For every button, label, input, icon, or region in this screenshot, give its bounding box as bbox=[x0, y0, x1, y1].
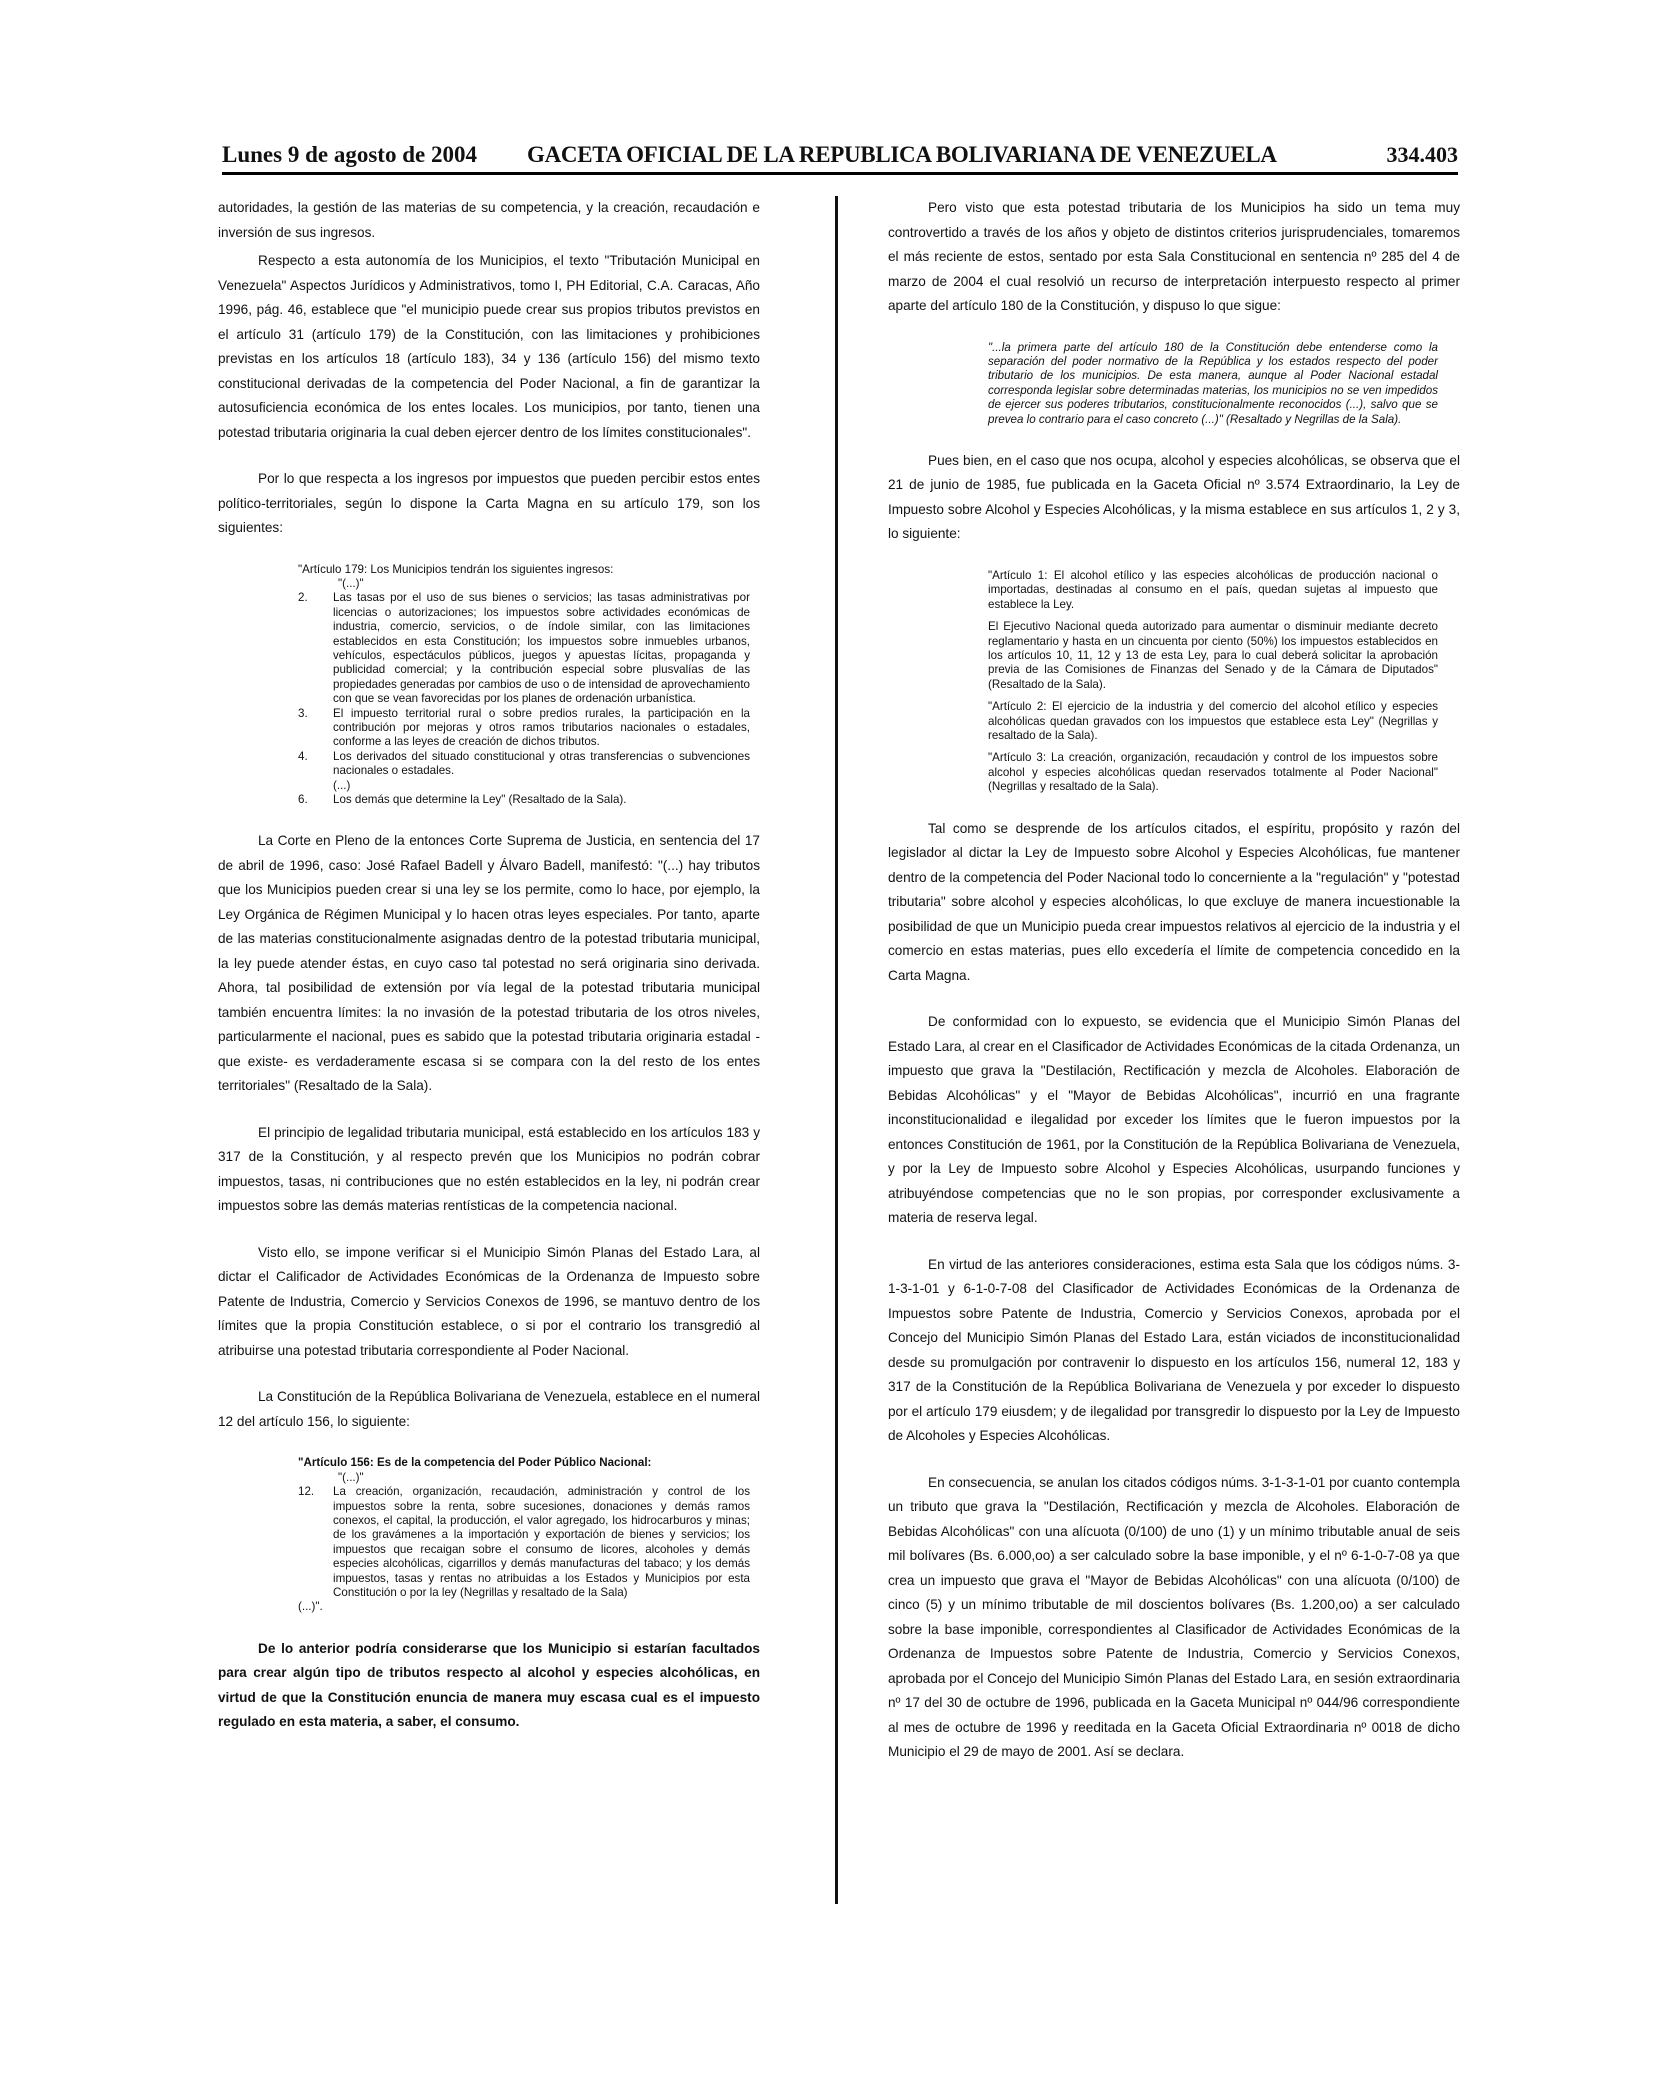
quote-179-title: "Artículo 179: Los Municipios tendrán los siguientes ingresos: bbox=[298, 562, 614, 576]
right-paragraph-4: De conformidad con lo expuesto, se evidencia que el Municipio Simón Planas del Estado Lara, al crear en el Clasificador de Actividades Económicas de la citada Ordenanza, un impuesto que grava la "Destilación, Rectificación y mezcla de Alcoholes. Elaboración de Bebidas Alcohólicas" y el "Mayor de Bebidas Alcohólicas", incurrió en una fragrante inconstitucionalidad e ilegalidad por exceder los límites que le fueron impuestos por la entonces Constitución de 1961, por la Constitución de la República Bolivariana de Venezuela, y por la Ley de Impuesto sobre Alcohol y Especies Alcohólicas, usurpando funciones y atribuyéndose competencias que no le son propias, por corresponder exclusivamente a materia de reserva legal. bbox=[888, 1014, 1460, 1226]
quote-156-end: (...)". bbox=[298, 1600, 323, 1614]
quote-article-3: "Artículo 3: La creación, organización, recaudación y control de los impuestos sobre alcohol y especies alcohólicas quedan reservados totalmente al Poder Nacional" (Negrillas y resaltado de la Sala). bbox=[988, 751, 1438, 794]
header-date: Lunes 9 de agosto de 2004 bbox=[222, 142, 477, 167]
header-page-number: 334.403 bbox=[1386, 142, 1458, 167]
left-column bbox=[218, 196, 760, 1735]
left-paragraph-1: autoridades, la gestión de las materias de su competencia, y la creación, recaudación e inversión de sus ingresos. bbox=[218, 200, 760, 240]
left-paragraph-6: Visto ello, se impone verificar si el Municipio Simón Planas del Estado Lara, al dictar el Calificador de Actividades Económicas de la Ordenanza de Impuesto sobre Patente de Industria, Comercio y Servicios Conexos de 1996, se mantuvo dentro de los límites que la propia Constitución establece, o si por el contrario los transgredió al atribuirse una potestad tributaria correspondiente al Poder Nacional. bbox=[218, 1244, 760, 1358]
left-paragraph-8: De lo anterior podría considerarse que los Municipio si estarían facultados para crear algún tipo de tributos respecto al alcohol y especies alcohólicas, en virtud de que la Constitución enuncia de manera muy escasa cual es el impuesto regulado en esta materia, a saber, el consumo. bbox=[218, 1640, 760, 1730]
page-header bbox=[222, 142, 1458, 172]
quote-sentencia-285 bbox=[988, 341, 1438, 427]
left-paragraph-4: La Corte en Pleno de la entonces Corte Suprema de Justicia, en sentencia del 17 de abril de 1996, caso: José Rafael Badell y Álvaro Badell, manifestó: "(...) hay tributos que los Municipios pueden crear si una ley se los permite, como lo hace, por ejemplo, la Ley Orgánica de Régimen Municipal y lo hacen otras leyes especiales. Por tanto, aparte de las materias constitucionalmente asignadas dentro de la potestad tributaria municipal, la ley puede atender éstas, en cuyo caso tal potestad no será originaria sino derivada. Ahora, tal posibilidad de extensión por vía legal de la potestad tributaria municipal también encuentra límites: la no invasión de la potestad tributaria de los otros niveles, particularmente el nacional, pues es sabido que la potestad tributaria originaria estadal -que existe- es verdaderamente escasa si se compara con la del resto de los entes territoriales" (Resaltado de la Sala). bbox=[218, 833, 760, 1094]
left-paragraph-7: La Constitución de la República Bolivariana de Venezuela, establece en el numeral 12 del artículo 156, lo siguiente: bbox=[218, 1389, 760, 1429]
right-paragraph-6: En consecuencia, se anulan los citados códigos núms. 3-1-3-1-01 por cuanto contempla un tributo que grava la "Destilación, Rectificación y mezcla de Alcoholes. Elaboración de Bebidas Alcohólicas" con una alícuota (0/100) de uno (1) y un mínimo tributable anual de seis mil bolívares (Bs. 6.000,oo) a ser calculado sobre la base imponible, y el nº 6-1-0-7-08 ya que crea un impuesto que grava el "Mayor de Bebidas Alcohólicas" con una alícuota (0/100) de cinco (5) y un mínimo tributable de mil doscientos bolívares (Bs. 1.200,oo) a ser calculado sobre la base imponible, correspondientes al Clasificador de Actividades Económicas de la Ordenanza de Impuestos sobre Patente de Industria, Comercio y Servicios Conexos, aprobada por el Concejo del Municipio Simón Planas del Estado Lara, en sesión extraordinaria nº 17 del 30 de octubre de 1996, publicada en la Gaceta Municipal nº 044/96 correspondiente al mes de octubre de 1996 y reeditada en la Gaceta Oficial Extraordinaria nº 0018 de dicho Municipio el 29 de mayo de 2001. Así se declara. bbox=[888, 1474, 1460, 1760]
right-column bbox=[888, 196, 1460, 1765]
right-paragraph-3: Tal como se desprende de los artículos citados, el espíritu, propósito y razón del legislador al dictar la Ley de Impuesto sobre Alcohol y Especies Alcohólicas, fue mantener dentro de la competencia del Poder Nacional todo lo concerniente a la "regulación" y "potestad tributaria" sobre alcohol y especies alcohólicas, lo que excluye de manera incuestionable la posibilidad de que un Municipio pueda crear impuestos relativos al ejercicio de la industria y el comercio en estas materias, pues ello excedería el límite de competencia concedido en la Carta Magna. bbox=[888, 820, 1460, 983]
quote-article-1-paragraph: El Ejecutivo Nacional queda autorizado para aumentar o disminuir mediante decreto reglamentario y hasta en un cincuenta por ciento (50%) los impuestos establecidos en los artículos 10, 11, 12 y 13 de esta Ley, para lo cual deberá solicitar la aprobación previa de las Comisiones de Finanzas del Senado y de la Cámara de Diputados" (Resaltado de la Sala). bbox=[988, 620, 1438, 691]
left-paragraph-2: Respecto a esta autonomía de los Municipios, el texto "Tributación Municipal en Venezuela" Aspectos Jurídicos y Administrativos, tomo I, PH Editorial, C.A. Caracas, Año 1996, pág. 46, establece que "el municipio puede crear sus propios tributos previstos en el artículo 31 (artículo 179) de la Constitución, con las limitaciones y prohibiciones previstas en los artículos 18 (artículo 183), 34 y 136 (artículo 156) del mismo texto constitucional derivadas de la competencia del Poder Nacional, a fin de garantizar la autosuficiencia económica de los entes locales. Los municipios, por tanto, tienen una potestad tributaria originaria la cual deben ejercer dentro de los límites constitucionales". bbox=[218, 253, 760, 440]
column-divider bbox=[835, 196, 838, 1904]
list-item: 4. Los derivados del situado constitucional y otras transferencias o subvenciones nacionales o estadales. bbox=[298, 749, 750, 778]
quote-156-title: "Artículo 156: Es de la competencia del Poder Público Nacional: bbox=[298, 1456, 652, 1470]
quote-article-156 bbox=[298, 1456, 750, 1614]
quote-285-text: "...la primera parte del artículo 180 de la Constitución debe entenderse como la separación del poder normativo de la República y los estados respecto del poder tributario de los municipios. De esta manera, aunque al Poder Nacional estadal corresponda legislar sobre determinadas materias, los municipios no se ven impedidos de ejercer sus poderes tributarios, constitucionalmente reconocidos (...), salvo que se prevea lo contrario para el caso concreto (...)" (Resaltado y Negrillas de la Sala). bbox=[988, 340, 1438, 426]
quote-156-ellipsis: "(...)" bbox=[338, 1470, 364, 1484]
list-item: 2. Las tasas por el uso de sus bienes o servicios; las tasas administrativas por licencias o autorizaciones; los impuestos sobre actividades económicas de industria, comercio, servicios, o de índole similar, con las limitaciones establecidos en esta Constitución; los impuestos sobre inmuebles urbanos, vehículos, espectáculos públicos, juegos y apuestas lícitas, propaganda y publicidad comercial; y la contribución especial sobre plusvalías de las propiedades generadas por cambios de uso o de intensidad de aprovechamiento con que se vean favorecidas por los planes de ordenación urbanística. bbox=[298, 591, 750, 706]
quote-ley-alcohol bbox=[988, 569, 1438, 795]
quote-179-list bbox=[298, 591, 750, 807]
list-item: 3. El impuesto territorial rural o sobre predios rurales, la participación en la contribución por mejoras y otros ramos tributarios nacionales o estadales, conforme a las leyes de creación de dichos tributos. bbox=[298, 706, 750, 749]
left-paragraph-3: Por lo que respecta a los ingresos por impuestos que pueden percibir estos entes político-territoriales, según lo dispone la Carta Magna en su artículo 179, son los siguientes: bbox=[218, 471, 760, 535]
right-paragraph-1: Pero visto que esta potestad tributaria de los Municipios ha sido un tema muy controvertido a través de los años y objeto de distintos criterios jurisprudenciales, tomaremos el más reciente de estos, sentado por esta Sala Constitucional en sentencia nº 285 del 4 de marzo de 2004 el cual resolvió un recurso de interpretación interpuesto respecto al primer aparte del artículo 180 de la Constitución, y dispuso lo que sigue: bbox=[888, 200, 1460, 313]
header-title: GACETA OFICIAL DE LA REPUBLICA BOLIVARIANA DE VENEZUELA bbox=[527, 142, 1277, 167]
list-item: 12. La creación, organización, recaudación, administración y control de los impuestos sobre la renta, sobre sucesiones, donaciones y demás ramos conexos, el capital, la producción, el valor agregado, los hidrocarburos y minas; de los gravámenes a la importación y exportación de bienes y servicios; los impuestos que recaigan sobre el consumo de licores, alcoholes y demás especies alcohólicas, cigarrillos y demás manufacturas del tabaco; y los demás impuestos, tasas y rentas no atribuidas a los Estados y Municipios por esta Constitución o por la ley (Negrillas y resaltado de la Sala) bbox=[298, 1485, 750, 1600]
list-item: 6. Los demás que determine la Ley" (Resaltado de la Sala). bbox=[298, 793, 627, 806]
quote-article-179 bbox=[298, 563, 750, 808]
quote-156-list bbox=[298, 1485, 750, 1600]
left-paragraph-5: El principio de legalidad tributaria municipal, está establecido en los artículos 183 y 317 de la Constitución, y al respecto prevén que los Municipios no podrán cobrar impuestos, tasas, ni contribuciones que no estén establecidos en la ley, ni podrán crear impuestos sobre las demás materias rentísticas de la competencia nacional. bbox=[218, 1124, 760, 1214]
quote-179-ellipsis: "(...)" bbox=[338, 576, 364, 590]
header-rule bbox=[222, 172, 1458, 175]
list-item: (...) bbox=[333, 778, 351, 792]
right-paragraph-5: En virtud de las anteriores consideraciones, estima esta Sala que los códigos núms. 3-1-3-1-01 y 6-1-0-7-08 del Clasificador de Actividades Económicas de la Ordenanza de Impuestos sobre Patente de Industria, Comercio y Servicios Conexos, aprobada por el Concejo del Municipio Simón Planas del Estado Lara, están viciados de inconstitucionalidad desde su promulgación por contravenir lo dispuesto en los artículos 156, numeral 12, 183 y 317 de la Constitución de la República Bolivariana de Venezuela y por exceder lo dispuesto por el artículo 179 eiusdem; y de ilegalidad por transgredir lo dispuesto por la Ley de Impuesto de Alcoholes y Especies Alcohólicas. bbox=[888, 1256, 1460, 1444]
quote-article-1: "Artículo 1: El alcohol etílico y las especies alcohólicas de producción nacional o importadas, destinadas al consumo en el país, quedan sujetas al impuesto que establece la Ley. bbox=[988, 568, 1438, 611]
right-paragraph-2: Pues bien, en el caso que nos ocupa, alcohol y especies alcohólicas, se observa que el 21 de junio de 1985, fue publicada en la Gaceta Oficial nº 3.574 Extraordinario, la Ley de Impuesto sobre Alcohol y Especies Alcohólicas, y la misma establece en sus artículos 1, 2 y 3, lo siguiente: bbox=[888, 452, 1460, 542]
quote-article-2: "Artículo 2: El ejercicio de la industria y del comercio del alcohol etílico y especies alcohólicas quedan gravados con los impuestos que establece esta Ley" (Negrillas y resaltado de la Sala). bbox=[988, 700, 1438, 742]
